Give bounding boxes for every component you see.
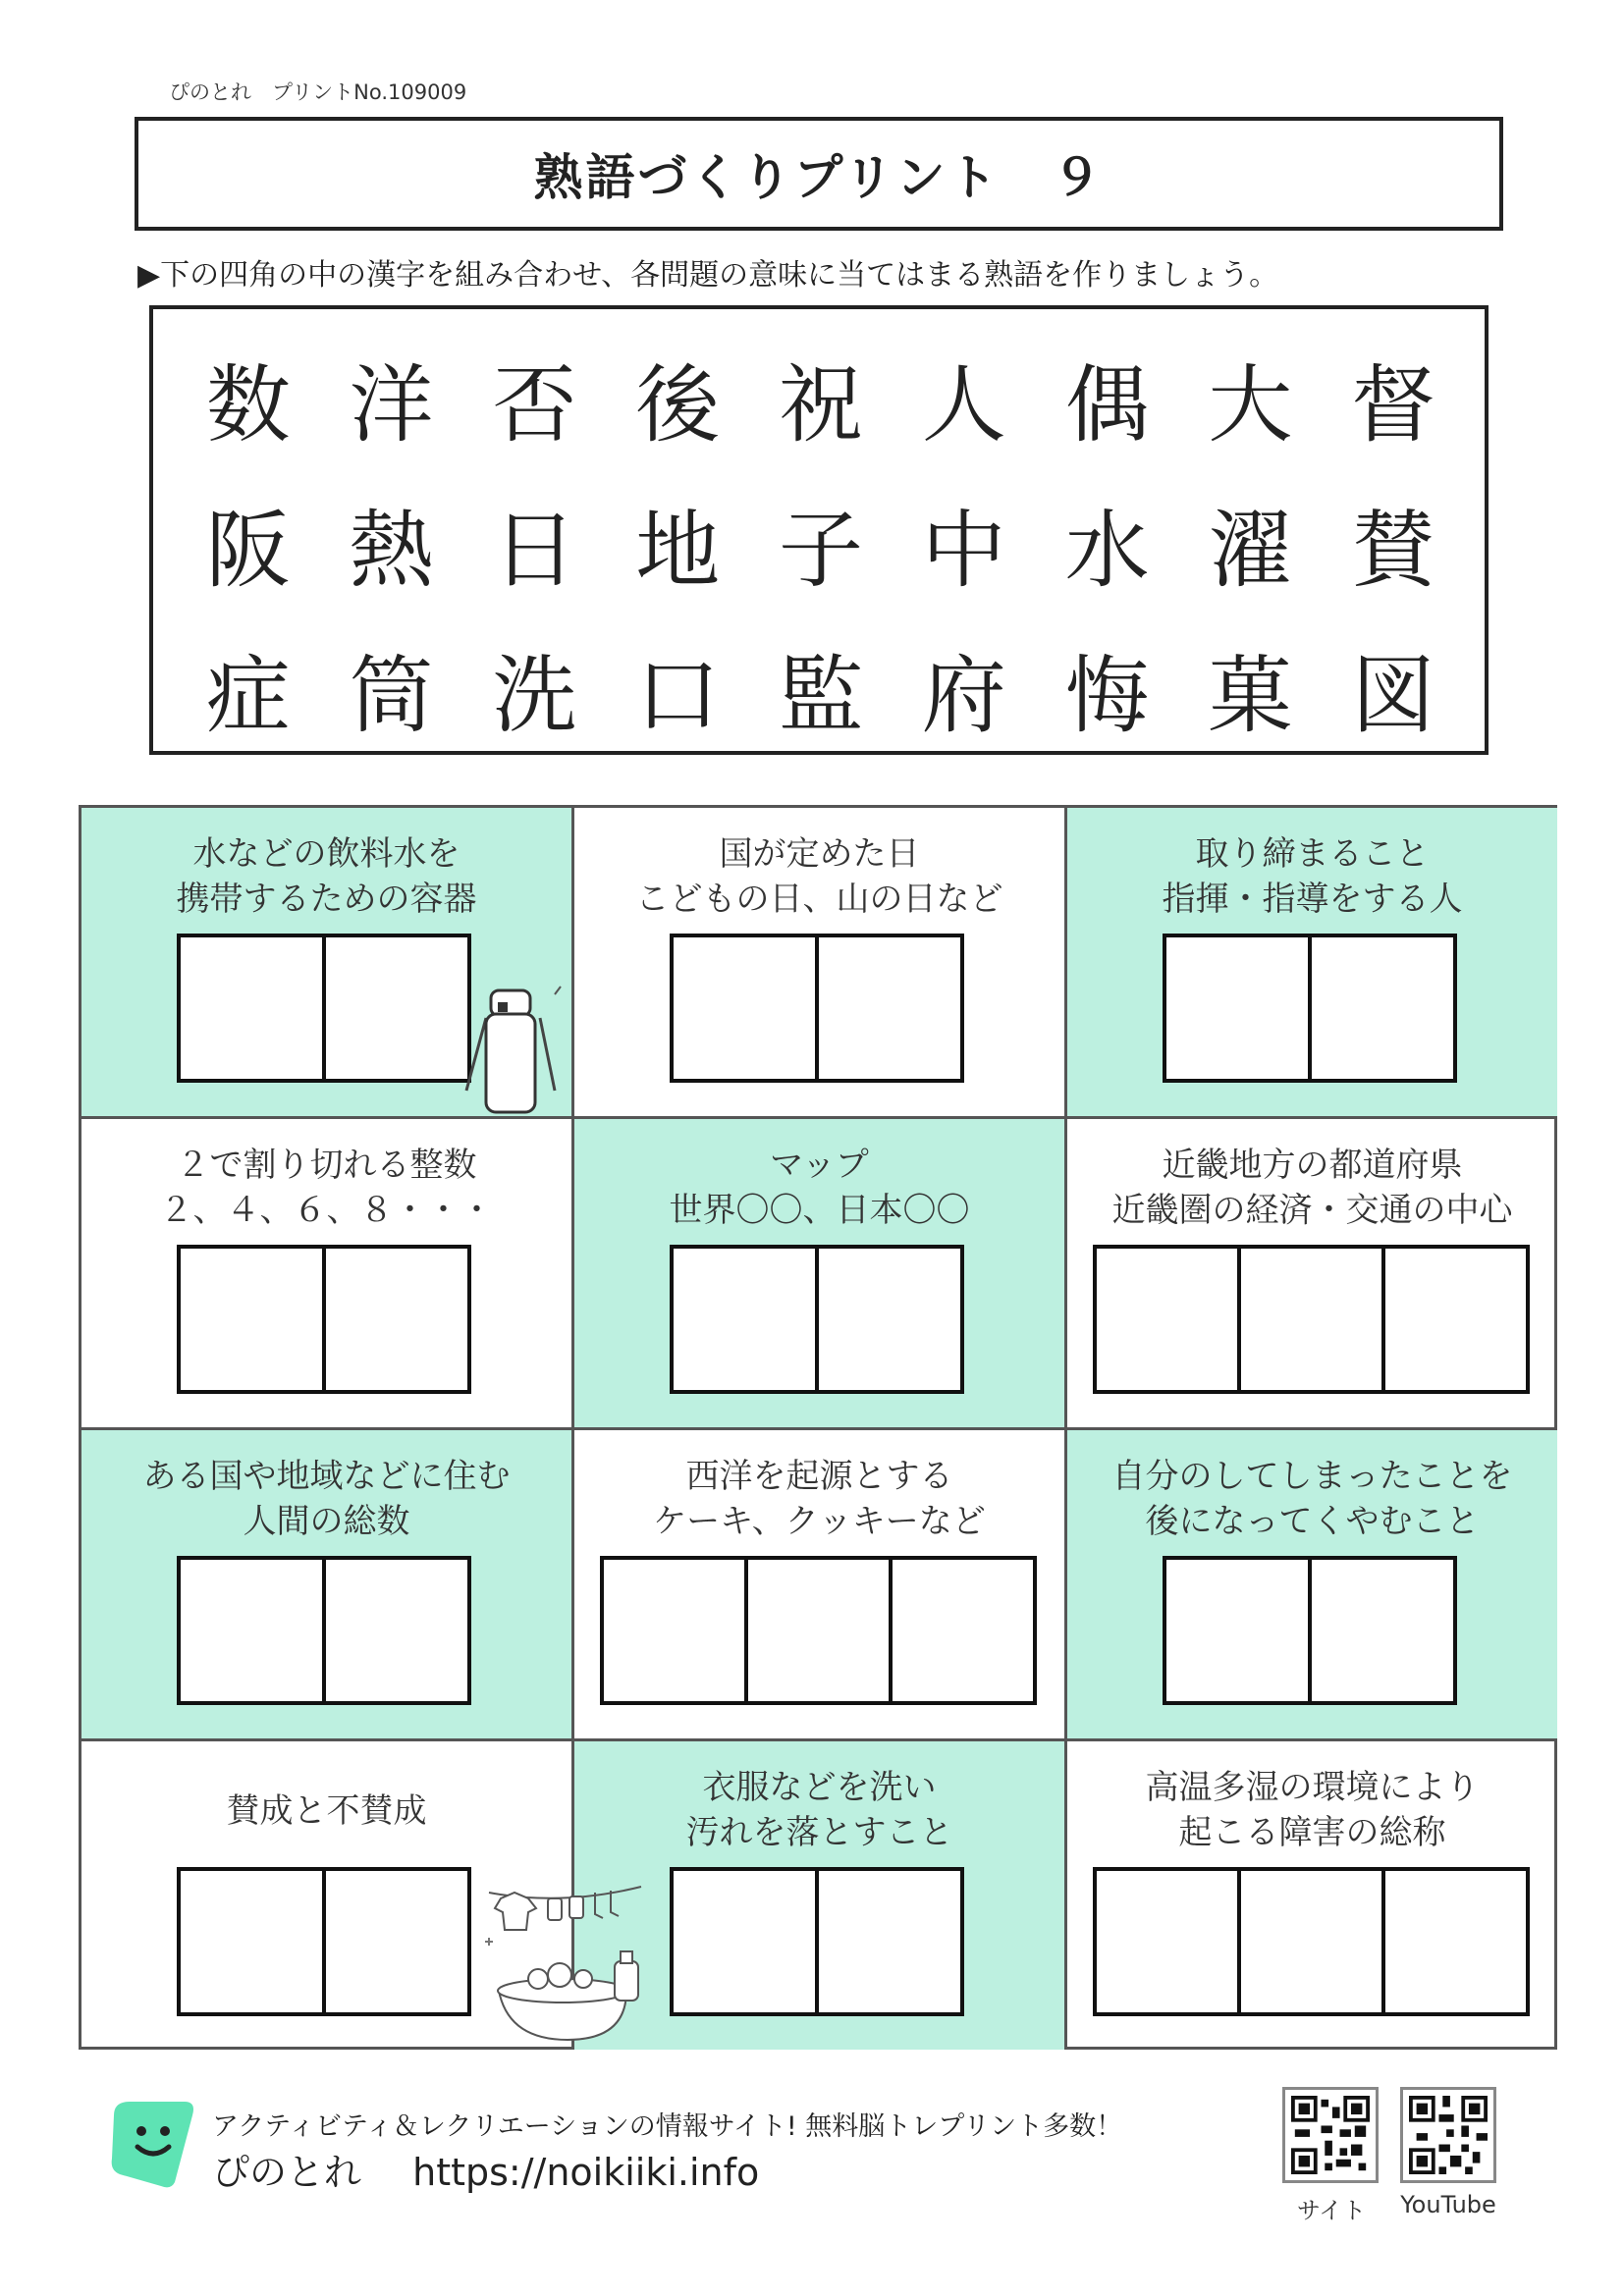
kanji-char: 水	[1064, 502, 1150, 600]
answer-box[interactable]	[181, 1249, 326, 1390]
footer-tagline: アクティビティ＆レクリエーションの情報サイト! 無料脳トレプリント多数！	[212, 2111, 1123, 2142]
answer-boxes	[1163, 934, 1457, 1083]
question-line: ある国や地域などに住む	[142, 1457, 511, 1496]
kanji-row	[177, 333, 1465, 478]
qr-code-icon	[1409, 2096, 1488, 2174]
answer-box[interactable]	[674, 937, 819, 1079]
answer-boxes	[177, 1867, 471, 2016]
answer-box[interactable]	[326, 1871, 467, 2012]
kanji-char: 否	[492, 356, 577, 454]
answer-box[interactable]	[1385, 1249, 1526, 1390]
qr-site-label: サイト	[1296, 2197, 1367, 2224]
answer-boxes	[177, 1556, 471, 1705]
question-cell	[79, 1116, 571, 1427]
answer-box[interactable]	[1097, 1249, 1241, 1390]
qr-code-youtube[interactable]	[1400, 2087, 1496, 2183]
title-box	[135, 117, 1503, 231]
question-line: 近畿地方の都道府県	[1162, 1146, 1463, 1185]
qr-youtube-label: YouTube	[1400, 2191, 1496, 2218]
question-grid	[79, 805, 1557, 2050]
answer-box[interactable]	[1166, 1560, 1312, 1701]
question-line: 指揮・指導をする人	[1162, 880, 1463, 919]
question-cell	[1064, 1116, 1557, 1427]
question-line: 汚れを落とすこと	[685, 1813, 953, 1852]
question-text	[81, 1143, 571, 1233]
answer-box[interactable]	[1385, 1871, 1526, 2012]
answer-box[interactable]	[1312, 937, 1453, 1079]
qr-code-site[interactable]	[1282, 2087, 1379, 2183]
question-cell	[1064, 1738, 1557, 2050]
instruction-text: ▶下の四角の中の漢字を組み合わせ、各問題の意味に当てはまる熟語を作りましょう。	[137, 258, 1279, 293]
kanji-char: 図	[1351, 647, 1436, 745]
kanji-char: 地	[635, 502, 721, 600]
kanji-char: 口	[635, 647, 721, 745]
kanji-char: 悔	[1064, 647, 1150, 745]
question-cell	[79, 805, 571, 1116]
answer-boxes	[1093, 1245, 1530, 1394]
qr-code-icon	[1291, 2096, 1370, 2174]
question-text	[1067, 831, 1557, 922]
answer-box[interactable]	[748, 1560, 893, 1701]
question-line: 水などの飲料水を	[192, 834, 460, 874]
answer-box[interactable]	[819, 1249, 960, 1390]
answer-box[interactable]	[326, 1560, 467, 1701]
answer-box[interactable]	[819, 937, 960, 1079]
question-text	[81, 1789, 571, 1834]
question-line: 高温多湿の環境により	[1145, 1768, 1480, 1807]
kanji-char: 府	[921, 647, 1006, 745]
question-line: 自分のしてしまったことを	[1111, 1457, 1513, 1496]
question-cell	[79, 1427, 571, 1738]
question-line: 世界〇〇、日本〇〇	[669, 1191, 970, 1230]
question-text	[574, 1143, 1064, 1233]
answer-box[interactable]	[674, 1871, 819, 2012]
question-line: こどもの日、山の日など	[635, 880, 1003, 919]
kanji-char: 洗	[492, 647, 577, 745]
kanji-char: 数	[205, 356, 291, 454]
answer-box[interactable]	[181, 1871, 326, 2012]
answer-box[interactable]	[674, 1249, 819, 1390]
kanji-char: 監	[779, 647, 864, 745]
answer-boxes	[1163, 1556, 1457, 1705]
question-text	[81, 831, 571, 922]
question-text	[574, 1765, 1064, 1855]
answer-box[interactable]	[326, 1249, 467, 1390]
question-line: 携帯するための容器	[176, 880, 477, 919]
question-line: 起こる障害の総称	[1178, 1813, 1446, 1852]
footer-url[interactable]: https://noikiiki.info	[412, 2151, 760, 2194]
question-text	[574, 831, 1064, 922]
answer-boxes	[177, 1245, 471, 1394]
question-text	[1067, 1765, 1557, 1855]
kanji-char: 洋	[349, 356, 434, 454]
kanji-char: 濯	[1208, 502, 1293, 600]
water-bottle-icon	[447, 983, 574, 1115]
kanji-char: 偶	[1064, 356, 1150, 454]
question-cell	[571, 1116, 1064, 1427]
footer-brand: ぴのとれ	[212, 2151, 362, 2194]
print-id: ぴのとれ プリントNo.109009	[169, 80, 467, 104]
kanji-box	[149, 305, 1489, 755]
answer-box[interactable]	[1241, 1871, 1385, 2012]
page-title: 熟語づくりプリント ９	[533, 149, 1105, 206]
question-line: 賛成と不賛成	[226, 1791, 427, 1831]
kanji-char: 後	[635, 356, 721, 454]
answer-box[interactable]	[1241, 1249, 1385, 1390]
question-line: 人間の総数	[243, 1502, 410, 1541]
kanji-char: 菓	[1208, 647, 1293, 745]
kanji-char: 症	[205, 647, 291, 745]
answer-box[interactable]	[181, 937, 326, 1079]
answer-box[interactable]	[1166, 937, 1312, 1079]
answer-box[interactable]	[1312, 1560, 1453, 1701]
answer-boxes	[670, 1245, 964, 1394]
question-line: ２、４、６、８・・・	[159, 1191, 494, 1230]
kanji-row	[177, 623, 1465, 769]
laundry-icon	[479, 1873, 651, 2048]
question-cell	[571, 805, 1064, 1116]
question-text	[81, 1454, 571, 1544]
pinotore-logo-icon	[104, 2096, 198, 2190]
kanji-char: 子	[779, 502, 864, 600]
answer-boxes	[1093, 1867, 1530, 2016]
answer-box[interactable]	[819, 1871, 960, 2012]
kanji-char: 賛	[1351, 502, 1436, 600]
kanji-char: 筒	[349, 647, 434, 745]
question-cell	[1064, 1427, 1557, 1738]
answer-boxes	[670, 934, 964, 1083]
question-line: ケーキ、クッキーなど	[653, 1502, 986, 1541]
question-line: マップ	[770, 1146, 869, 1185]
kanji-char: 督	[1351, 356, 1436, 454]
question-line: ２で割り切れる整数	[176, 1146, 477, 1185]
question-text	[1067, 1143, 1557, 1233]
answer-box[interactable]	[604, 1560, 748, 1701]
question-line: 国が定めた日	[719, 834, 920, 874]
question-text	[574, 1454, 1064, 1544]
answer-boxes	[670, 1867, 964, 2016]
kanji-char: 阪	[205, 502, 291, 600]
kanji-char: 人	[921, 356, 1006, 454]
question-cell	[1064, 805, 1557, 1116]
question-line: 近畿圏の経済・交通の中心	[1111, 1191, 1513, 1230]
question-line: 後になってくやむこと	[1145, 1502, 1480, 1541]
question-line: 衣服などを洗い	[702, 1768, 937, 1807]
answer-boxes	[600, 1556, 1037, 1705]
kanji-row	[177, 478, 1465, 623]
question-text	[1067, 1454, 1557, 1544]
kanji-char: 熱	[349, 502, 434, 600]
kanji-char: 祝	[779, 356, 864, 454]
answer-boxes	[177, 934, 471, 1083]
kanji-char: 大	[1208, 356, 1293, 454]
question-line: 取り締まること	[1195, 834, 1430, 874]
question-line: 西洋を起源とする	[685, 1457, 953, 1496]
answer-box[interactable]	[181, 1560, 326, 1701]
footer-brand-line	[212, 2142, 759, 2196]
question-cell	[571, 1427, 1064, 1738]
kanji-char: 中	[921, 502, 1006, 600]
kanji-char: 日	[492, 502, 577, 600]
answer-box[interactable]	[1097, 1871, 1241, 2012]
answer-box[interactable]	[893, 1560, 1033, 1701]
